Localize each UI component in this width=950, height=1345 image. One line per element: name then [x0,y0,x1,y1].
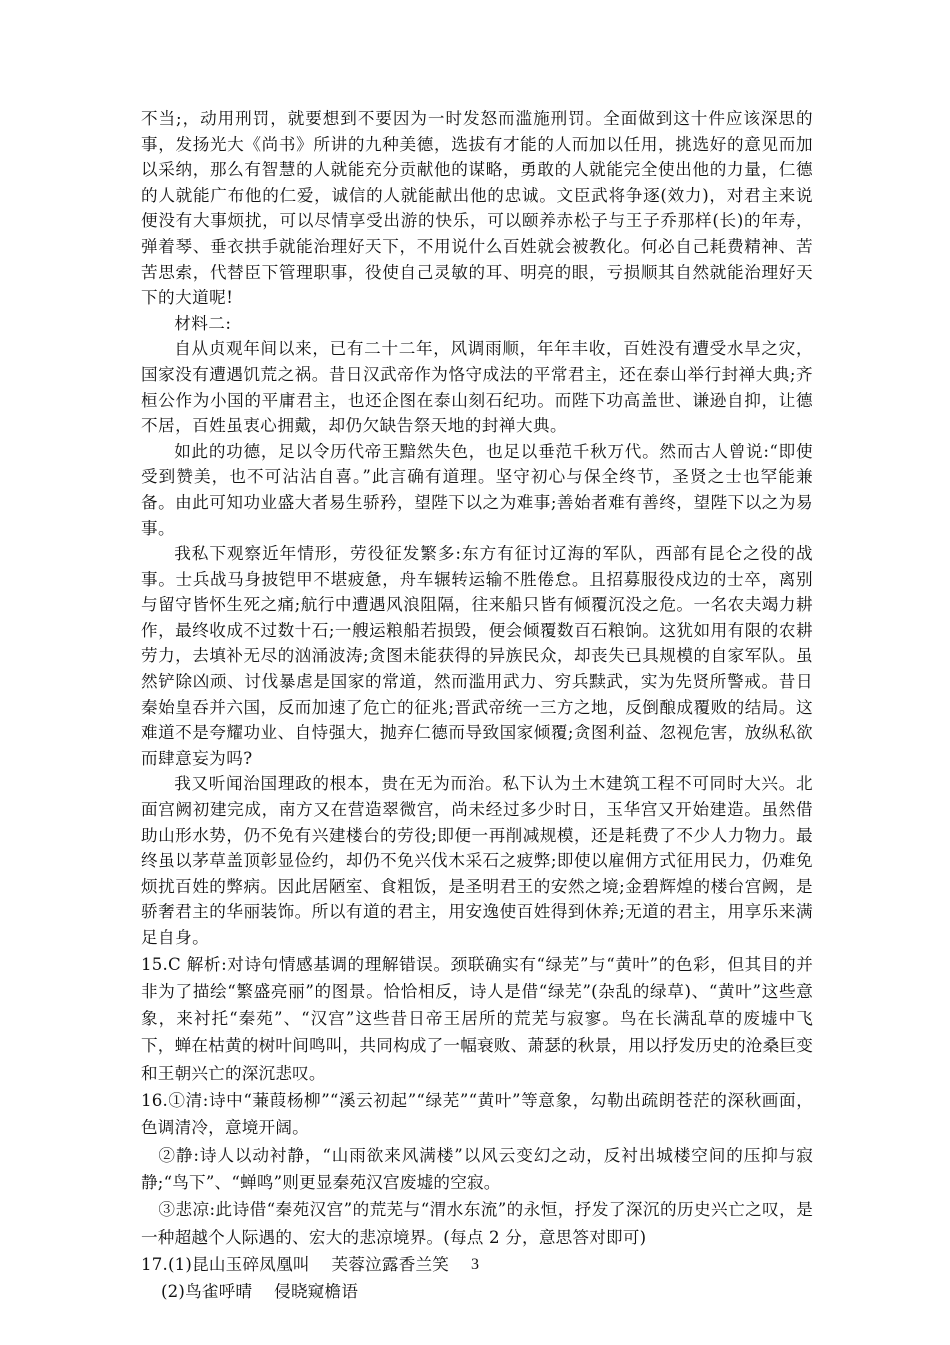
answer-16-point-2: ②静:诗人以动衬静，“山雨欲来风满楼”以风云变幻之动，反衬出城楼空间的压抑与寂静;“鸟下”、“蝉鸣”则更显秦苑汉宫废墟的空寂。 [141,1145,813,1192]
answer-17-part-1: 17.(1)昆山玉碎凤凰叫 芙蓉泣露香兰笑 [141,1254,450,1274]
answer-17-part-2: (2)鸟雀呼晴 侵晓窥檐语 [161,1282,359,1302]
material-two-heading: 材料二: [174,313,232,333]
material-two-paragraph-4: 我又听闻治国理政的根本，贵在无为而治。私下认为土木建筑工程不可同时大兴。北面宫阙初建完成，南方又在营造翠微宫，尚未经过多少时日，玉华宫又开始建造。虽然借助山形水势，仍不免有兴建楼台的劳役;即便一再削减规模，还是耗费了不少人力物力。最终虽以茅草盖顶彰显俭约，却仍不免兴伐木采石之疲弊;即使以雇佣方式征用民力，仍难免烦扰百姓的弊病。因此居陋室、食粗饭，是圣明君王的安然之境;金碧辉煌的楼台宫阙，是骄奢君主的华丽装饰。所以有道的君主，用安逸使百姓得到休养;无道的君主，用享乐来满足自身。 [141,774,813,947]
page-content [141,106,813,1305]
material-two-paragraph-2: 如此的功德，足以令历代帝王黯然失色，也足以垂范千秋万代。然而古人曾说:“即使受到赞美，也不可沾沾自喜。”此言确有道理。坚守初心与保全终节，圣贤之士也罕能兼备。由此可知功业盛大者易生骄矜，望陛下以之为难事;善始者难有善终，望陛下以之为易事。 [141,441,813,538]
material-two-paragraph-1: 自从贞观年间以来，已有二十二年，风调雨顺，年年丰收，百姓没有遭受水旱之灾，国家没有遭遇饥荒之祸。昔日汉武帝作为恪守成法的平常君主，还在泰山举行封禅大典;齐桓公作为小国的平庸君主，也还企图在泰山刻石纪功。而陛下功高盖世、谦逊自抑，让德不居，百姓虽衷心拥戴，却仍欠缺告祭天地的封禅大典。 [141,339,813,436]
answer-16-point-1: 16.①清:诗中“蒹葭杨柳”“溪云初起”“绿芜”“黄叶”等意象，勾勒出疏朗苍茫的深秋画面，色调清冷，意境开阔。 [141,1091,813,1138]
material-one-ending: 不当;，动用刑罚，就要想到不要因为一时发怒而滥施刑罚。全面做到这十件应该深思的事，发扬光大《尚书》所讲的九种美德，选拔有才能的人而加以任用，挑选好的意见而加以采纳，那么有智慧的人就能充分贡献他的谋略，勇敢的人就能完全使出他的力量，仁德的人就能广布他的仁爱，诚信的人就能献出他的忠诚。文臣武将争逐(效力)，对君主来说便没有大事烦扰，可以尽情享受出游的快乐，可以颐养赤松子与王子乔那样(长)的年寿，弹着琴、垂衣拱手就能治理好天下，不用说什么百姓就会被教化。何必自己耗费精神、苦苦思索，代替臣下管理职事，役使自己灵敏的耳、明亮的眼，亏损顺其自然就能治理好天下的大道呢! [141,109,813,308]
answer-15: 15.C 解析:对诗句情感基调的理解错误。颈联确实有“绿芜”与“黄叶”的色彩，但其目的并非为了描绘“繁盛亮丽”的图景。恰恰相反，诗人是借“绿芜”(杂乱的绿草)、“黄叶”这些意象，来衬托“秦苑”、“汉宫”这些昔日帝王居所的荒芜与寂寥。鸟在长满乱草的废墟中飞下，蝉在枯黄的树叶间鸣叫，共同构成了一幅衰败、萧瑟的秋景，用以抒发历史的沧桑巨变和王朝兴亡的深沉悲叹。 [141,954,813,1083]
material-two-paragraph-3: 我私下观察近年情形，劳役征发繁多:东方有征讨辽海的军队，西部有昆仑之役的战事。士兵战马身披铠甲不堪疲惫，舟车辗转运输不胜倦怠。且招募服役戍边的士卒，离别与留守皆怀生死之痛;航行中遭遇风浪阻隔，往来船只皆有倾覆沉没之危。一名农夫竭力耕作，最终收成不过数十石;一艘运粮船若损毁，便会倾覆数百石粮饷。这犹如用有限的农耕劳力，去填补无尽的汹涌波涛;贪图未能获得的异族民众，却丧失已具规模的自家军队。虽然铲除凶顽、讨伐暴虐是国家的常道，然而滥用武力、穷兵黩武，实为先贤所警戒。昔日秦始皇吞并六国，反而加速了危亡的征兆;晋武帝统一三方之地，反倒酿成覆败的结局。这难道不是夸耀功业、自恃强大，抛弃仁德而导致国家倾覆;贪图利益、忽视危害，放纵私欲而肆意妄为吗? [141,544,813,768]
answer-16-point-3: ③悲凉:此诗借“秦苑汉宫”的荒芜与“渭水东流”的永恒，抒发了深沉的历史兴亡之叹，是一种超越个人际遇的、宏大的悲凉境界。(每点 2 分，意思答对即可) [141,1200,813,1247]
page-number: 3 [471,1256,479,1273]
